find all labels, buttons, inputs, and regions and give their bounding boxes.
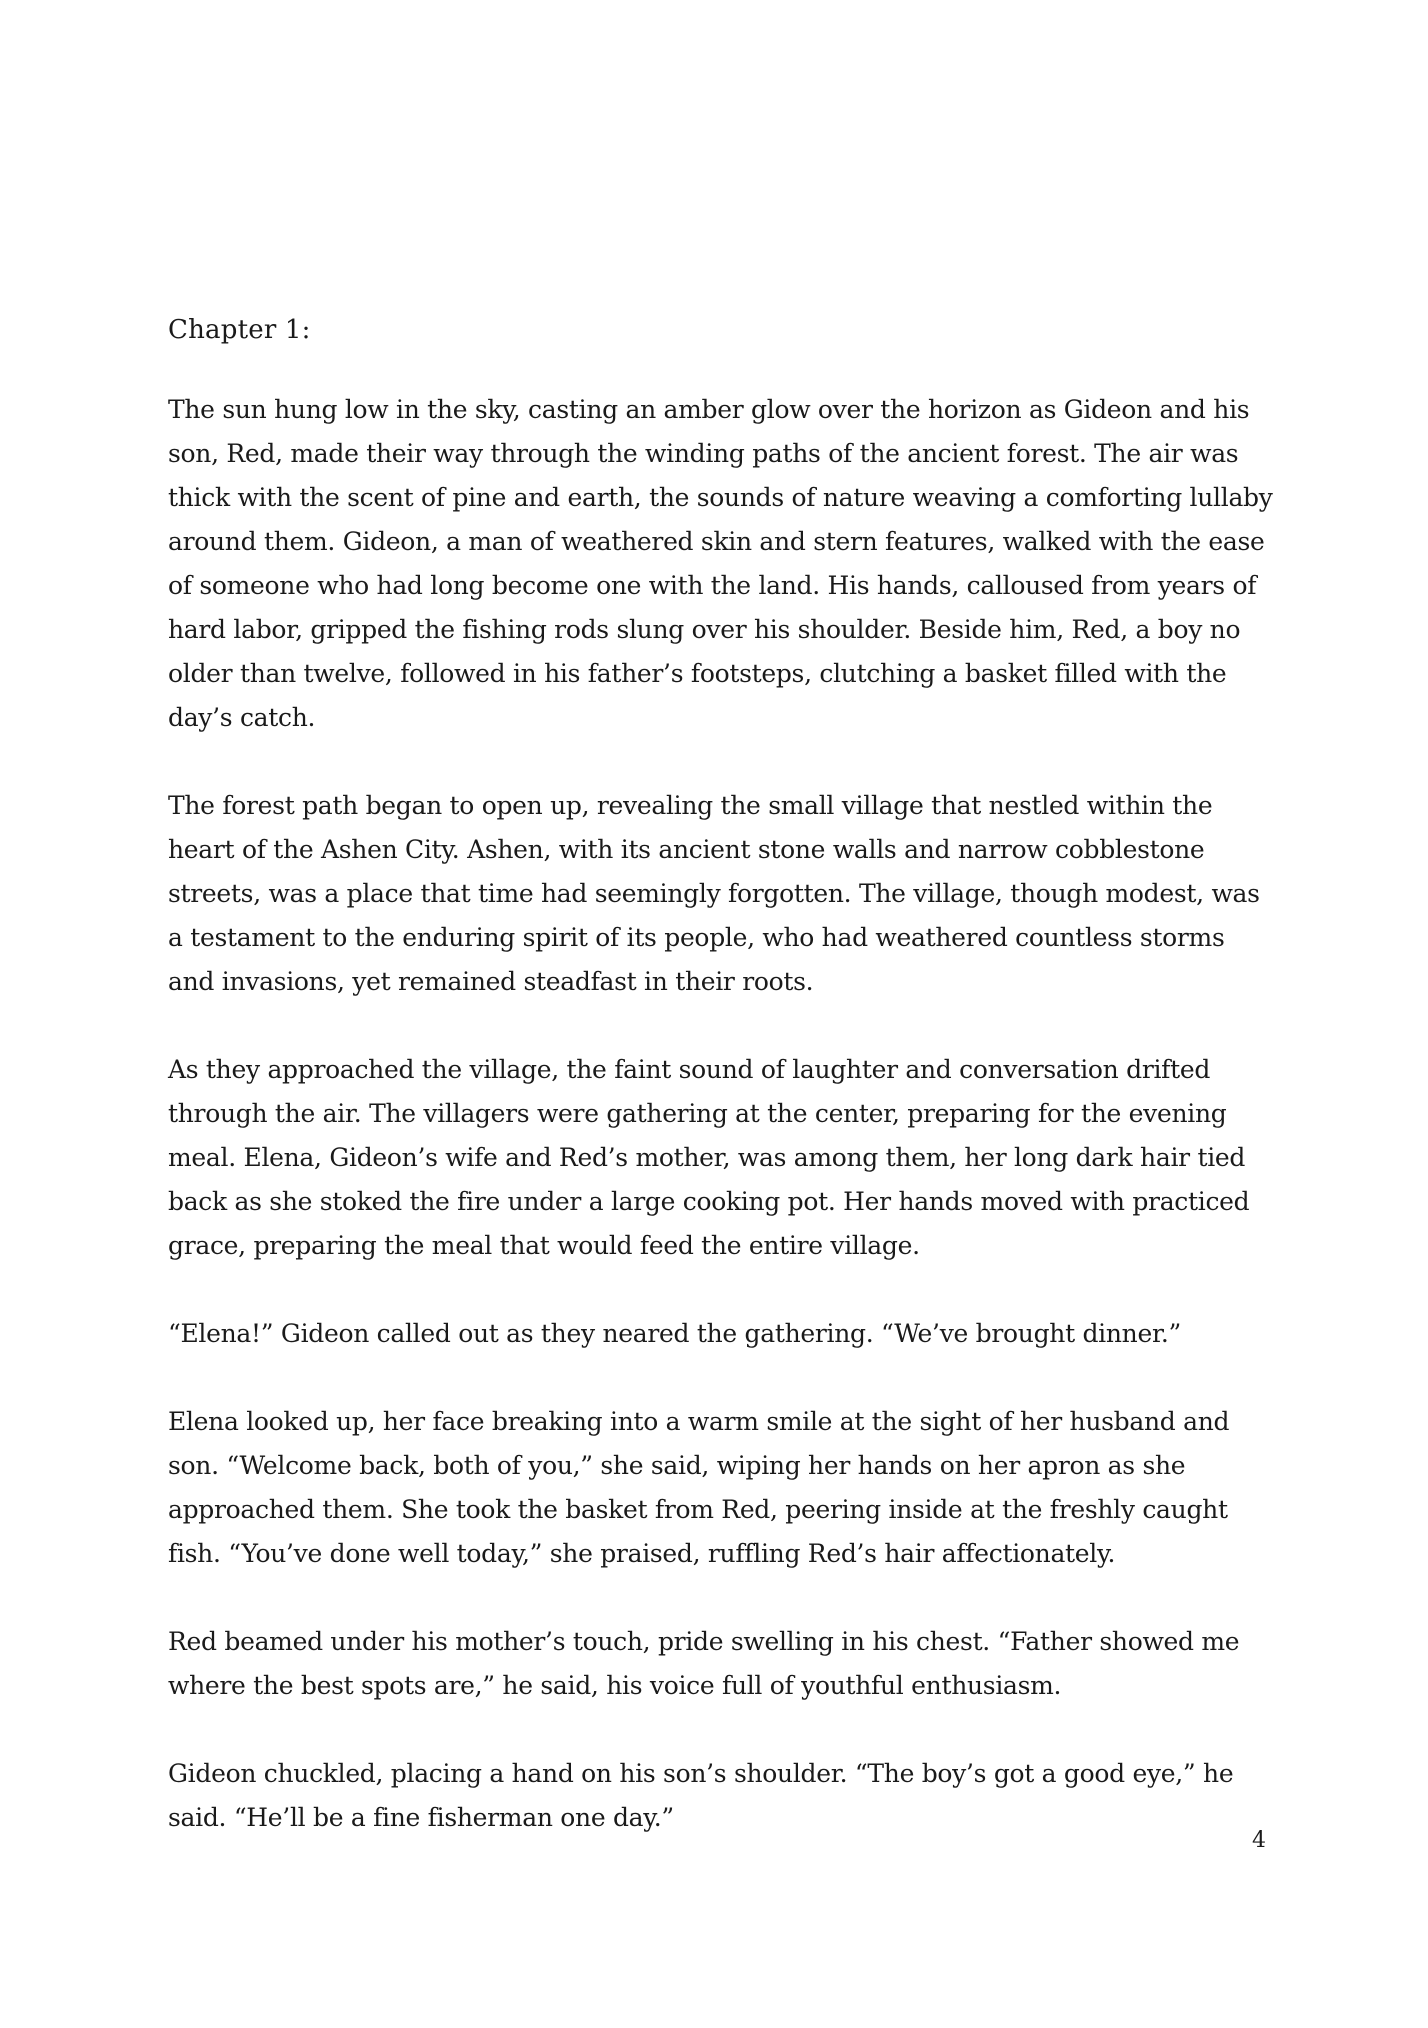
paragraph-village-arrival: The forest path began to open up, revealing the small village that nestled within the heart of the Ashen City. Ashen, with its ancient stone walls and narrow cobblestone streets, was a place that time had seemingly forgotten. The village, though modest, was a testament to the enduring spirit of its people, who had weathered countless storms and invasions, yet remained steadfast in their roots. — [168, 791, 1260, 996]
paragraph-evening-meal: As they approached the village, the faint sound of laughter and conversation drifted through the air. The villagers were gathering at the center, preparing for the evening meal. Elena, Gideon’s wife and Red’s mother, was among them, her long dark hair tied back as she stoked the fire under a large cooking pot. Her hands moved with practiced grace, preparing the meal that would feed the entire village. — [168, 1055, 1250, 1260]
chapter-heading: Chapter 1: — [168, 315, 311, 345]
paragraph-gideon-call: “Elena!” Gideon called out as they neared the gathering. “We’ve brought dinner.” — [168, 1319, 1182, 1348]
page-number: 4 — [1252, 1828, 1266, 1853]
paragraph-red-beams: Red beamed under his mother’s touch, pride swelling in his chest. “Father showed me where the best spots are,” he said, his voice full of youthful enthusiasm. — [168, 1627, 1240, 1700]
paragraph-elena-welcome: Elena looked up, her face breaking into a warm smile at the sight of her husband and son. “Welcome back, both of you,” she said, wiping her hands on her apron as she approached them. She took the basket from Red, peering inside at the freshly caught fish. “You’ve done well today,” she praised, ruffling Red’s hair affectionately. — [168, 1407, 1230, 1568]
paragraph-gideon-chuckles: Gideon chuckled, placing a hand on his son’s shoulder. “The boy’s got a good eye,” he said. “He’ll be a fine fisherman one day.” — [168, 1759, 1234, 1832]
page-content — [168, 308, 1278, 1884]
paragraph-forest-walk: The sun hung low in the sky, casting an amber glow over the horizon as Gideon and his son, Red, made their way through the winding paths of the ancient forest. The air was thick with the scent of pine and earth, the sounds of nature weaving a comforting lullaby around them. Gideon, a man of weathered skin and stern features, walked with the ease of someone who had long become one with the land. His hands, calloused from years of hard labor, gripped the fishing rods slung over his shoulder. Beside him, Red, a boy no older than twelve, followed in his father’s footsteps, clutching a basket filled with the day’s catch. — [168, 395, 1273, 732]
